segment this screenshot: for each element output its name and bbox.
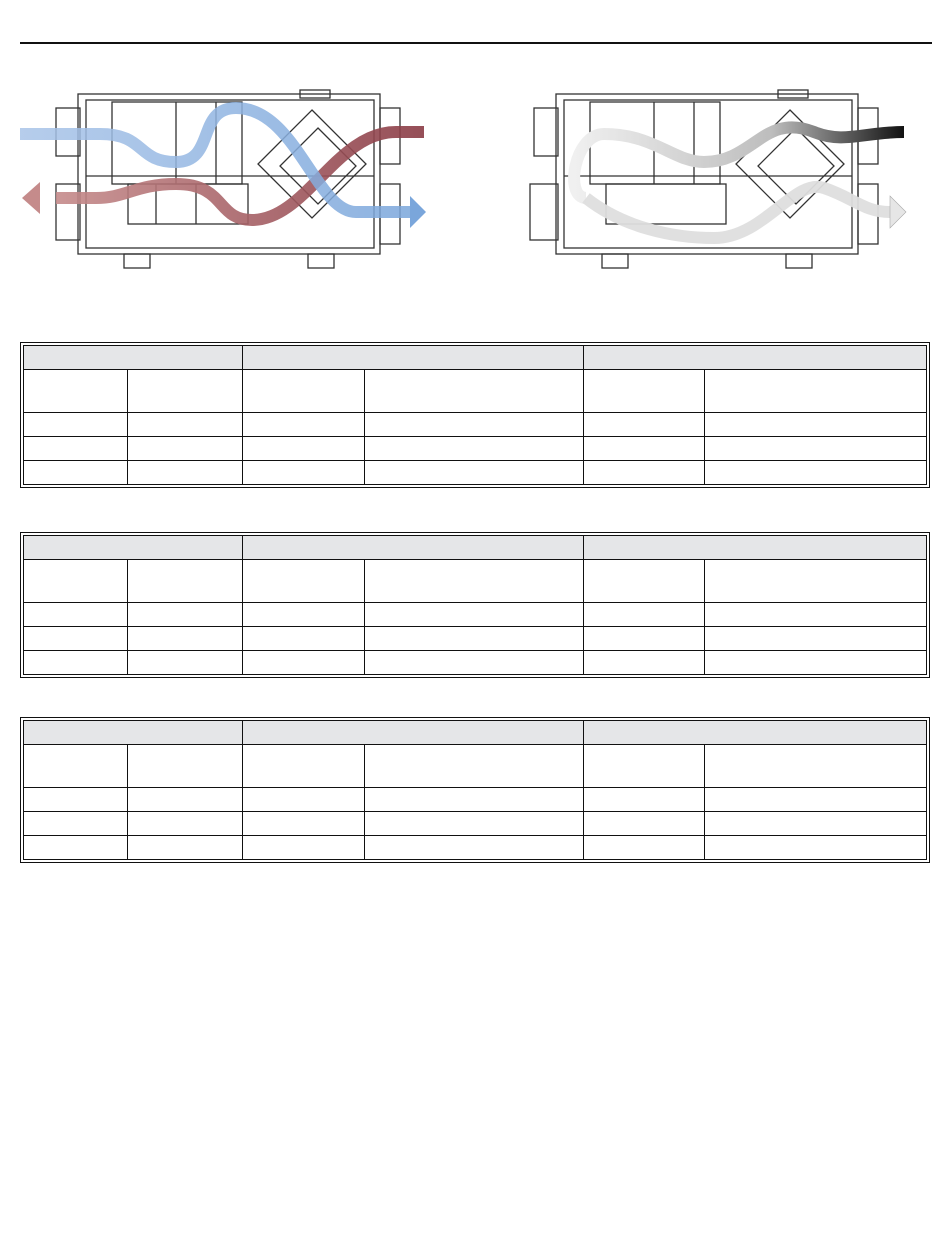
table-row: [24, 603, 927, 627]
group-header: [24, 536, 243, 560]
table-cell: [24, 437, 128, 461]
airflow-diagram-grayscale: [524, 88, 916, 280]
table-cell: [584, 461, 705, 485]
supply-air-arrow: [890, 196, 906, 228]
table-cell: [584, 603, 705, 627]
table-cell: [365, 603, 584, 627]
table-cell: [243, 461, 365, 485]
column-header: [243, 560, 365, 603]
table-cell: [705, 603, 927, 627]
table-cell: [584, 627, 705, 651]
unit-drawing-grayscale: [524, 88, 916, 280]
table-cell: [24, 812, 128, 836]
table-cell: [584, 413, 705, 437]
column-header: [128, 745, 243, 788]
table-cell: [24, 651, 128, 675]
table-cell: [365, 461, 584, 485]
fresh-air-arrow: [410, 196, 426, 228]
table-cell: [365, 788, 584, 812]
group-header: [584, 536, 927, 560]
table-cell: [584, 437, 705, 461]
table-row: [24, 413, 927, 437]
table-row: [24, 788, 927, 812]
column-header: [705, 370, 927, 413]
group-header: [243, 536, 584, 560]
table-cell: [365, 836, 584, 860]
column-header: [243, 370, 365, 413]
table-row: [24, 651, 927, 675]
table-cell: [584, 836, 705, 860]
table-row: [24, 812, 927, 836]
column-header: [584, 745, 705, 788]
table-cell: [128, 413, 243, 437]
column-header: [128, 370, 243, 413]
stale-air-arrow: [22, 182, 40, 214]
table-cell: [365, 651, 584, 675]
data-table-1: [20, 342, 930, 488]
table-cell: [584, 812, 705, 836]
table-cell: [705, 437, 927, 461]
exhaust-air-path: [574, 127, 904, 198]
table-row: [24, 836, 927, 860]
table-cell: [24, 836, 128, 860]
column-header: [365, 745, 584, 788]
table-cell: [24, 627, 128, 651]
table-cell: [128, 788, 243, 812]
table-cell: [705, 651, 927, 675]
table-cell: [243, 788, 365, 812]
column-header: [584, 560, 705, 603]
table-cell: [128, 461, 243, 485]
table-row: [24, 627, 927, 651]
column-header: [365, 370, 584, 413]
table-cell: [128, 603, 243, 627]
top-rule: [20, 42, 932, 44]
column-header: [365, 560, 584, 603]
column-header: [705, 560, 927, 603]
table-cell: [365, 812, 584, 836]
table-cell: [128, 836, 243, 860]
table-cell: [128, 627, 243, 651]
group-header: [24, 721, 243, 745]
table-cell: [705, 788, 927, 812]
column-header: [243, 745, 365, 788]
column-header: [24, 745, 128, 788]
supply-air-path: [586, 187, 890, 238]
table-cell: [365, 437, 584, 461]
group-header: [243, 346, 584, 370]
column-header: [24, 370, 128, 413]
unit-drawing: [16, 88, 436, 280]
table-cell: [243, 603, 365, 627]
cabinet-outline: [56, 90, 400, 268]
column-header: [584, 370, 705, 413]
column-header: [24, 560, 128, 603]
table-cell: [705, 836, 927, 860]
group-header: [584, 721, 927, 745]
table-cell: [243, 812, 365, 836]
table-cell: [705, 413, 927, 437]
table-row: [24, 461, 927, 485]
table-cell: [584, 788, 705, 812]
table-cell: [243, 627, 365, 651]
table-cell: [24, 788, 128, 812]
table-cell: [243, 437, 365, 461]
table-cell: [128, 437, 243, 461]
table-cell: [705, 627, 927, 651]
table-cell: [128, 651, 243, 675]
data-table-2: [20, 532, 930, 678]
table-cell: [365, 627, 584, 651]
table-cell: [243, 836, 365, 860]
table-cell: [365, 413, 584, 437]
group-header: [243, 721, 584, 745]
data-table-3: [20, 717, 930, 863]
table-cell: [705, 812, 927, 836]
group-header: [24, 346, 243, 370]
table-cell: [243, 413, 365, 437]
group-header: [584, 346, 927, 370]
table-cell: [705, 461, 927, 485]
table-cell: [584, 651, 705, 675]
table-cell: [24, 461, 128, 485]
column-header: [705, 745, 927, 788]
table-row: [24, 437, 927, 461]
table-cell: [243, 651, 365, 675]
table-cell: [128, 812, 243, 836]
airflow-diagram-color: [16, 88, 436, 280]
table-cell: [24, 413, 128, 437]
table-cell: [24, 603, 128, 627]
column-header: [128, 560, 243, 603]
